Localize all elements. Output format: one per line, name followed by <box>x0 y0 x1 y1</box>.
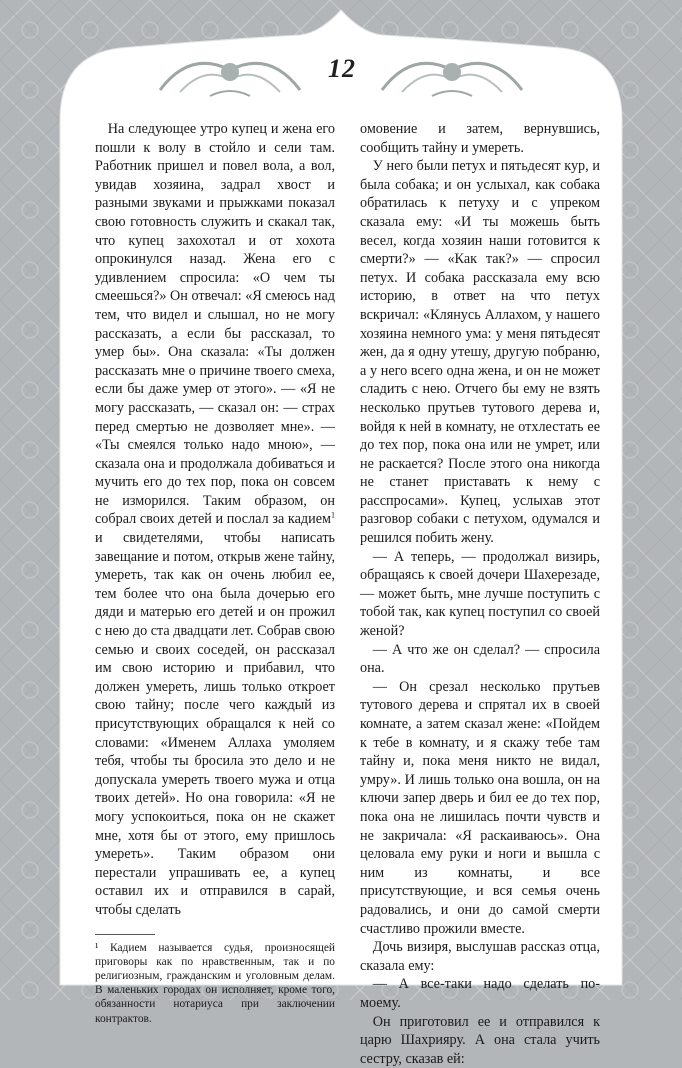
paragraph: омовение и затем, вернувшись, сообщить тайну и умереть. <box>360 120 600 157</box>
paragraph: Дочь визиря, выслушав рассказ отца, сказала ему: <box>360 938 600 975</box>
left-column <box>95 120 335 1026</box>
right-arabesque-ornament <box>372 40 532 110</box>
paragraph-text: На следующее утро купец и жена его пошли к волу в стойло и сели там. Работник пришел и повел вола, а вол, увидав хозяина, задрал хвост и разными звуками и прыжками показал свою готовность служить и скакал так, что купец захохотал и от хохота опрокинулся назад. Жена его с удивлением спросила: «О чем ты смеешься?» Он отвечал: «Я смеюсь над тем, что видел и слышал, но не могу рассказать, а если бы рассказал, то умер бы». Она сказала: «Ты должен рассказать мне о причине твоего смеха, если бы даже умер от этого». — «Я не могу рассказать, — сказал он: — страх перед смертью не дозволяет мне». — «Ты смеялся только надо мною», — сказала она и продолжала добиваться и мучить его до тех пор, пока он совсем не изморился. Таким образом, он собрал своих детей и послал за кадием <box>95 121 335 527</box>
left-arabesque-ornament <box>150 40 310 110</box>
paragraph <box>95 120 335 920</box>
footnote-divider <box>95 934 155 935</box>
page-number: 12 <box>315 54 369 84</box>
paragraph: У него были петух и пятьдесят кур, и была собака; и он услыхал, как собака обратилась к петуху и с упреком сказала ему: «И ты можешь быть весел, когда хозяин наши готовится к смерти?» — «Как так?» — спросил петух. И собака рассказала ему всю историю, в ответ на что петух вскричал: «Клянусь Аллахом, у нашего хозяина немного ума: у меня пятьдесят жен, да я одну утешу, другую побраню, а у него всего одна жена, и он не может сладить с нею. Отчего бы ему не взять несколько прутьев тутового дерева и, войдя к ней в комнату, не отхлестать ее до тех пор, пока она или не умрет, или не раскается? После этого она никогда не станет приставать к нему с расспросами». Купец, услыхав этот разговор собаки с петухом, одумался и решился побить жену. <box>360 157 600 547</box>
paragraph: — А теперь, — продолжал визирь, обращаясь к своей дочери Шахерезаде, — может быть, мне лучше поступить с тобой так, как купец поступил со своей женой? <box>360 548 600 641</box>
right-column <box>360 120 600 1068</box>
paragraph: Он приготовил ее и отправился к царю Шахрияру. А она стала учить сестру, сказав ей: <box>360 1013 600 1068</box>
paragraph: — Он срезал несколько прутьев тутового дерева и спрятал их в своей комнате, а затем сказал жене: «Пойдем к тебе в комнату, и я скажу тебе там тайну и, пока меня никто не видал, умру». И лишь только она вошла, он на ключи запер дверь и бил ее до тех пор, пока она не лишилась почти чувств и не закричала: «Я раскаиваюсь». Она целовала ему руки и ноги и вышла с ним из комнаты, и все присутствующие, и вся семья очень радовались, и они до самой смерти счастливо прожили вместе. <box>360 678 600 938</box>
paragraph: — А что же он сделал? — спросила она. <box>360 641 600 678</box>
paragraph-text: и свидетелями, чтобы написать завещание и потом, открыв жене тайну, умереть, так как он очень любил ее, тем более что она была дочерью его дяди и матерью его детей и он прожил с нею до ста двадцати лет. Собрав свою семью и своих соседей, он рассказал им свою историю и прибавил, что должен умереть, лишь только откроет свою тайну; после чего каждый из присутствующих обращался к ней со словами: «Именем Аллаха умоляем тебя, чтобы ты бросила это дело и не допускала умереть твоего мужа и отца твоих детей». Но она говорила: «Я не могу успокоиться, пока он не скажет мне, хотя бы от этого, ему пришлось умереть». Таким образом они перестали упрашивать ее, а купец оставил их и отправился в сарай, чтобы сделать <box>95 530 335 918</box>
paragraph: — А все-таки надо сделать по-моему. <box>360 975 600 1012</box>
footnote-marker: 1 <box>331 511 335 520</box>
footnote: ¹ Кадием называется судья, произносящей приговоры как по нравственным, так и по религиозным, гражданским и уголовным делам. В маленьких городах он исполняет, кроме того, обязанности нотариуса при заключении контрактов. <box>95 941 335 1026</box>
